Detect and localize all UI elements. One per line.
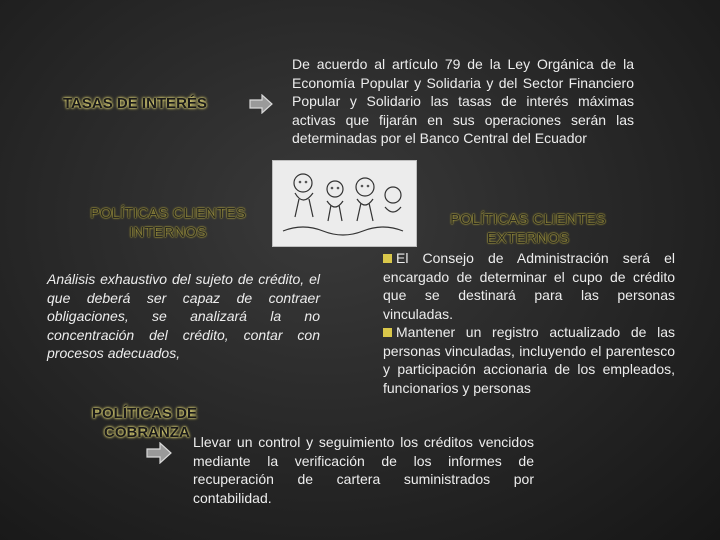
tasas-description: De acuerdo al artículo 79 de la Ley Orgánica de la Economía Popular y Solidaria y del Sector Financiero Popular y Solidario las tasas de interés máximas activas que fijarán en sus operaciones serán las determinadas por el Banco Central del Ecuador [292, 56, 634, 146]
cobranza-heading-line2: COBRANZA [104, 424, 190, 441]
externos-heading: POLÍTICAS CLIENTES EXTERNOS [450, 211, 606, 247]
internos-heading: POLÍTICAS CLIENTES INTERNOS [90, 205, 246, 241]
cartoon-illustration [272, 160, 417, 247]
externos-bullet-1: El Consejo de Administración será el encargado de determinar el cupo de crédito que se destinará para las personas vinculadas. [383, 250, 675, 322]
list-item [383, 249, 675, 323]
externos-list [383, 249, 675, 397]
bullet-square-icon [383, 254, 392, 263]
cobranza-heading-line1: POLÍTICAS DE [92, 405, 198, 422]
externos-bullet-2: Mantener un registro actualizado de las personas vinculadas, incluyendo el parentesco y participación accionaria de los empleados, funcionarios y personas [383, 324, 675, 396]
internos-description: Análisis exhaustivo del sujeto de crédito, el que deberá ser capaz de contraer obligaciones, se analizará la no concentración del crédito, contar con procesos adecuados, [47, 271, 320, 361]
cobranza-description: Llevar un control y seguimiento los créditos vencidos mediante la verificación de los informes de recuperación de cartera suministrados por contabilidad. [193, 434, 534, 506]
tasas-label: TASAS DE INTERÉS [63, 95, 207, 112]
bullet-square-icon [383, 328, 392, 337]
list-item [383, 323, 675, 397]
arrow-right-icon [146, 442, 172, 464]
arrow-right-icon [249, 94, 273, 114]
